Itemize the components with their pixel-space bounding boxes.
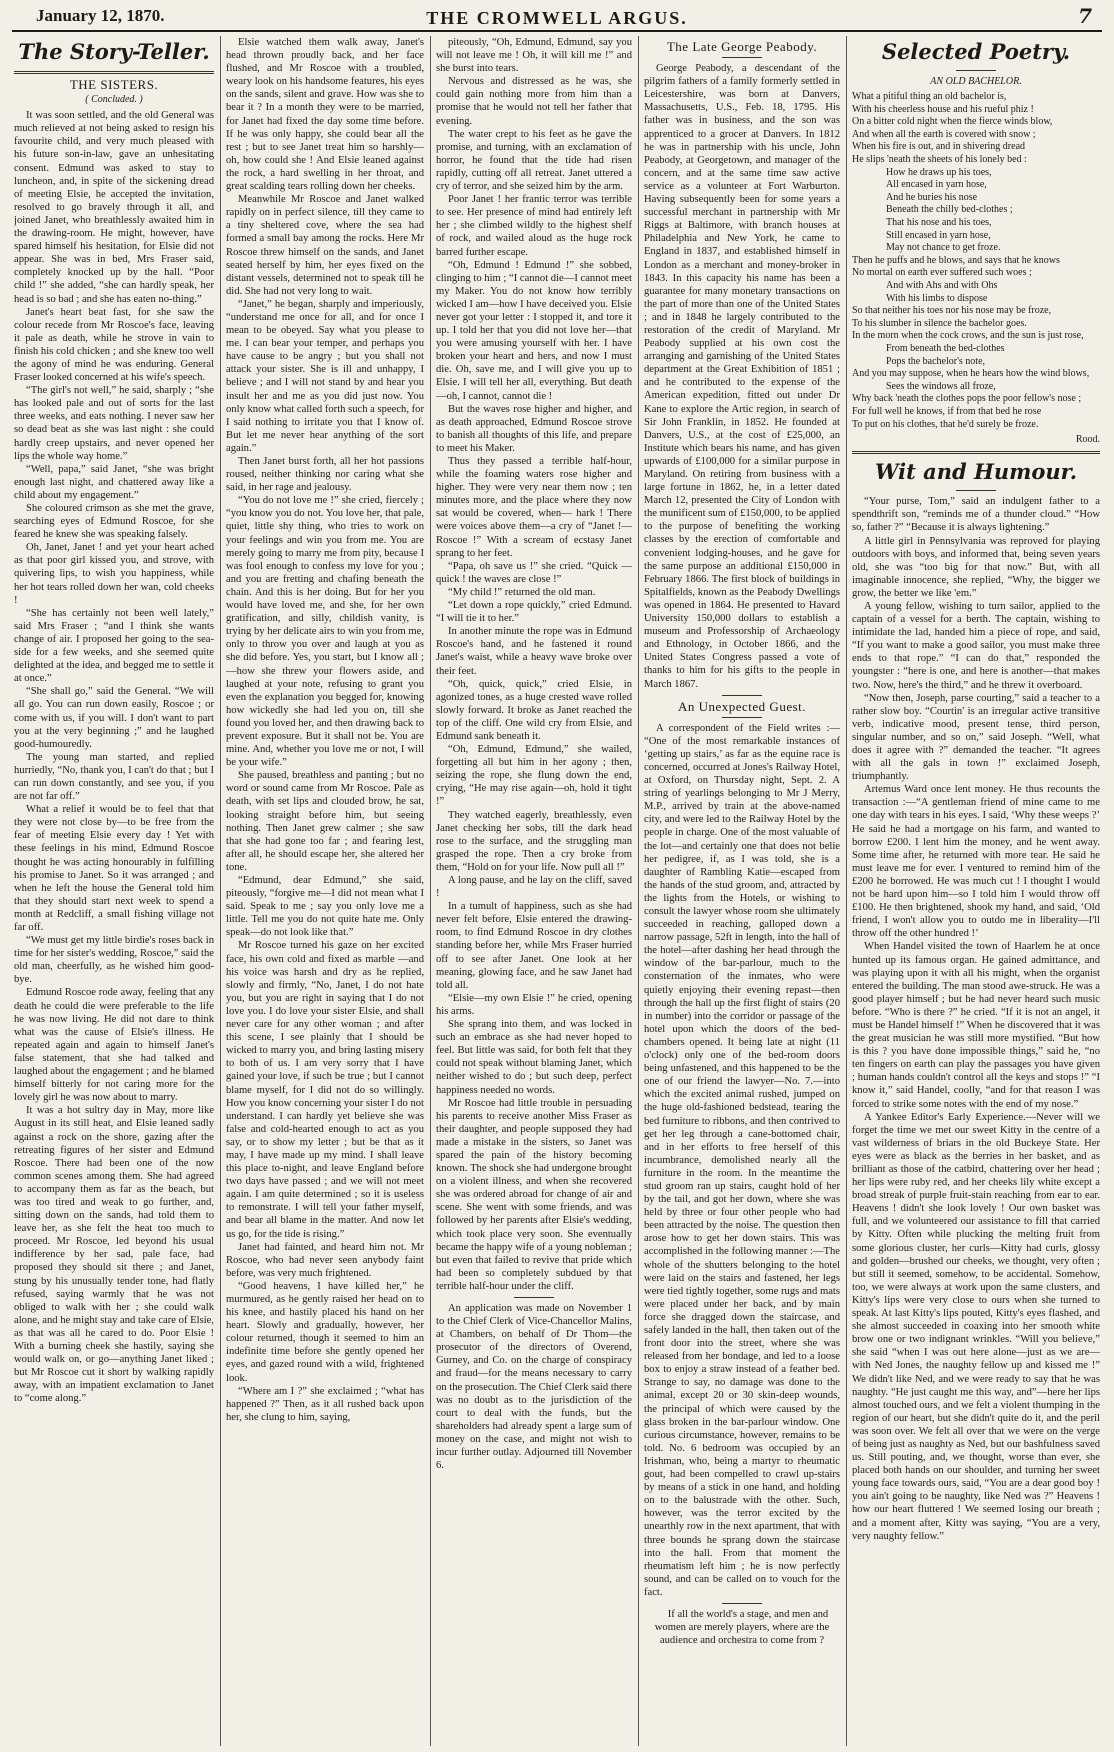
poem-line: May not chance to get froze. [886,242,1001,254]
paragraph: piteously, “Oh, Edmund, Edmund, say you will not leave me ! Oh, it will kill me !” and she burst into tears. [436,37,632,75]
poem-line: That his nose and his toes, [886,217,992,229]
paragraph: A long pause, and he lay on the cliff, saved ! [436,875,632,900]
poem-line: So that neither his toes nor his nose may be froze, [852,305,1052,317]
paragraph: “You do not love me !” she cried, fiercely ; “you know you do not. You love her, that pale, quiet, little shy thing, who tries to work on your feelings and win you from me. You are merely going to marry me from pity, because I was fool enough to confess my love for you ; and you are fretting and chafing beneath the chain. And this is her doing. But for her you would have loved me, and she, for her own gratification, and silly, childish vanity, is trying by her delicate airs to win you from me, only to throw you over and laugh at you as she did before. Yes, you start, but I know all ;—how she threw your flowers aside, and laughed at your note, refusing to grant you even the explanation you begged for, knowing how wickedly she had led you on, till she found you loved her, and then drawing back to prevent exposure. But it shall not be. You are mine. And, whether you love me or not, I will be your wife.” [226,495,424,769]
poem-line: And when all the earth is covered with snow ; [852,128,1036,140]
paragraph: “We must get my little birdie's roses back in time for her sister's wedding, Roscoe,” said the old man, cheerfully, as he wished him good-bye. [14,935,214,986]
poem-line: And with Ahs and with Ohs [886,280,998,291]
divider [722,1603,762,1604]
paragraph: George Peabody, a descendant of the pilgrim fathers of a family formerly settled in Leicestershire, was born at Danvers, Massachusetts, U.S., Feb. 18, 1795. His father was in business, and the son was apprenticed to a grocer at Danvers. In 1812 he was in partnership with his uncle, John Peabody, at Georgetown, and manager of the concern, and at the same time saw active service as a volunteer at Fort Warburton. Having subsequently been for some years a successful merchant in partnership with Mr Riggs at Baltimore, with branch houses at Philadelphia and New York, he came to England in 1837, and established himself in London as a merchant and money-broker in 1843. In this capacity his name has been a guarantee for many monetary transactions on the part of more than one of the United States ; and in 1848 he largely contributed to the restoration of the credit of Maryland. Mr Peabody supplied at his own cost the arranging and garnishing of the United States department at the Great Exhibition of 1851 ; and he contributed to the expense of the American expedition, fitted out under Dr Kane to explore the Artic region, in search of Sir John Franklin, in 1852. He founded at Danvers, U.S., at the cost of £25,000, an Institute which bears his name, and has given upwards of £100,000 for a similar purpose in Maryland. On retiring from business with a large fortune in 1862, he, in a letter dated March 12, presented the City of London with the munificent sum of £150,000, to be applied to the purpose of benefiting the working classes by the erection of comfortable and convenient lodging-houses, and he gave for the same purpose an additional £150,000 in February 1866. The first block of buildings in Spitalfields, known as the Peabody Dwellings was opened in 1864. He presented to Havard University 150,000 dollars to establish a museum and Professorship of Archaeology and Ethnology, in October 1866, and the United States Congress passed a vote of thanks to him for his gifts to the people in March 1867. [644,63,840,690]
paragraph: Artemus Ward once lent money. He thus recounts the transaction :—“A gentleman friend of mine came to me one day with tears in his eyes. I said, ‘Why these weeps ?’ He said he had a mortgage on his farm, and wanted to borrow £200. I lent him the money, and he went away. Some time after, he returned with more tear. He said he must leave me for ever. I ventured to remind him of the £200 he borrowed. He was much cut ! I thought I would not be hard upon him—so I told him I would throw off £100. He then brightened, shook my hand, and said, ‘Old friend, I won't allow you to outdo me in liberality—I'll throw off the other hundred !’ [852,784,1100,940]
poem-line: Still encased in yarn hose, [886,229,991,241]
section-title-wit-and-humour: Wit and Humour. [874,459,1078,485]
poem-line: No mortal on earth ever suffered such woes ; [852,267,1032,279]
poem-line: And he buries his nose [886,191,978,203]
paragraph: Thus they passed a terrible half-hour, while the foaming waters rose higher and higher. They were very near them now ; ten minutes more, and the place where they now sat would be covered, when— hark ! There were voices above them—a cry of “Janet !—Roscoe !” With a scream of ecstasy Janet sprang to her feet. [436,456,632,559]
poem-line: How he draws up his toes, [886,166,992,178]
paragraph: She coloured crimson as she met the grave, searching eyes of Edmund Roscoe, for she feared he knew she was speaking falsely. [14,503,214,541]
poem-line: To his slumber in silence the bachelor goes. [852,317,1027,329]
column-2 [226,36,424,1746]
divider [722,717,762,718]
closing-quip: If all the world's a stage, and men and women are merely players, where are the audience and orchestra to come from ? [654,1608,830,1647]
poem-line: In the morn when the cock crows, and the sun is just rose, [852,330,1084,342]
paragraph: Janet had fainted, and heard him not. Mr Roscoe, who had never seen anybody faint before, was very much frightened. [226,1241,424,1279]
column-rule [220,36,221,1746]
divider [14,71,214,74]
poem-line: Why back 'neath the clothes pops the poor fellow's nose ; [852,393,1082,405]
paragraph: The water crept to his feet as he gave the promise, and turning, with an exclamation of horror, he found that the tide had risen rapidly, cutting off all retreat. Janet uttered a cry of terror, and she seized him by the arm. [436,128,632,193]
poem-line: All encased in yarn hose, [886,179,987,191]
paragraph-court-news: An application was made on November 1 to the Chief Clerk of Vice-Chancellor Malins, at Chambers, on behalf of Dr Thom—the prosecutor of the directors of Overend, Gurney, and Co. on the charge of conspiracy and fraud—for the means necessary to carry on the prosecution. The Chief Clerk said there was no doubt as to the jurisdiction of the court to deal with the funds, but the shareholders had already spent a large sum of money on the case, and might not wish to incur further outlay. Adjourned till November 6. [436,1303,632,1472]
paragraph: “Now then, Joseph, parse courting,” said a teacher to a rather slow boy. “Courtin' is an irregular active transitive verb, indicative mood, present tense, third person, singular number, and so on,” said Joseph. “Well, what does it agree with ?” demanded the teacher. “It agrees with all the gals in town !” exclaimed Joseph, triumphantly. [852,692,1100,783]
page-number: 7 [1078,4,1092,28]
paragraph: It was soon settled, and the old General was much relieved at not being asked to resign his favourite child, and very much pleased with his future son-in-law, gave an unhesitating consent. Edmund was asked to stay to luncheon, and, in spite of the sickening dread of meeting Elsie, he accepted the invitation, resolved to go bravely through it all, and joined Janet, who breathlessly awaited him in the drawing-room. He might, however, have spared himself his hesitation, for Elsie did not appear. She was in bed, Mrs Fraser said, completely knocked up by the hall. “Poor child !” she added, “she can hardly speak, her head is so bad ; and she has eaten no-thing.” [14,110,214,305]
paragraph: She paused, breathless and panting ; but no word or sound came from Mr Roscoe. Pale as death, with set lips and clouded brow, he sat, looking straight before him, but seeing nothing. Then Janet grew calmer ; she saw that she had gone too far ; and fearing lest, after all, he should escape her, she altered her tone. [226,770,424,873]
paragraph: “The girl's not well,” he said, sharply ; “she has looked pale and out of sorts for the last three weeks, and eats nothing. I never saw her so dead beat as she was last night : she could hardly creep upstairs, and never opened her lips the whole way home.” [14,385,214,462]
column-5 [852,36,1100,1746]
paragraph: “My child !” returned the old man. [448,586,596,598]
paragraph: When Handel visited the town of Haarlem he at once hunted up its famous organ. He gained admittance, and was playing upon it with all his might, when the organist entered the building. The man stood awe-struck. He was a good player himself ; but he had never heard such music before. “Who is there ?” he cried. “If it is not an angel, it must be Handel himself !” When he discovered that it was the great musician he was still more mystified. “But how is this ? you have done impossible things,” said he, “no ten fingers on earth can play the passages you have given ; human hands couldn't control all the keys and stops !” “I know it,” said Handel, coolly, “and for that reason I was forced to strike some notes with the end of my nose.” [852,941,1100,1110]
paragraph: “Oh, quick, quick,” cried Elsie, in agonized tones, as a huge crested wave rolled slowly forward. It broke as Janet reached the top of the cliff. One wild cry from Elsie, and Edmund sank beneath it. [436,678,632,742]
poem-line: To put on his clothes, that he'd surely be froze. [852,418,1039,430]
paragraph: A correspondent of the Field writes :— “One of the most remarkable instances of ‘getting up stairs,’ as far as the equine race is concerned, occurred at Jones's Railway Hotel, at Oxford, on Thursday night, Sept. 2. A string of yearlings belonging to Mr J Merry, M.P., arrived by train at the above-named city, and were led to the Railway Hotel by the people in charge. One of the most valuable of the lot—and certainly one that does not belie her pedigree, if, as I was told, she is a daughter of Rambling Katie—escaped from the hands of the stud groom, and, attracted by the lights from the Hotels, or wishing to consult the lawyer whose room she ultimately succeeded in reaching, galloped down a narrow passage, 52ft in length, into the hall of the hotel—after dashing her head through the window of the bar-parlour, much to the consternation of the inmates, who were quietly enjoying their evening repast—then through the hall up the first flight of stairs (20 in number) into the corridor or passage of the hotel upon which the doors of the bed-chambers opened. It being late at night (11 o'clock) only one of the bed-room doors being unfastened, and this happened to be the one of our friend the lawyer—No. 7.—into which the excited animal rushed, jumped on the huge old-fashioned bedstead, tearing the bed furniture to ribbons, and then contrived to get her leg through a cane-bottomed chair, and in her efforts to free herself of this incumbrance, demolished nearly all the furniture in the room. In the meantime the stud groom ran up stairs, caught hold of her by the tail, and got her down, where she was held by three or four other people who had been attracted by the noise. The question then arose how to get her down stairs. This was accomplished in the following manner :—The whole of the shutters belonging to the hotel were laid on the stairs and fastened, her legs were tied tightly together, some rugs and mats were placed under her back, and by main force she dragged down the staircase, and safely landed in the hall, then taken out of the front door into the street, where she was released from her bondage, and led to a loose box to enjoy a straw instead of a feather bed. Strange to say, no damage was done to the animal, except 20 or 30 skin-deep wounds, the principal of which were caused by the glass broken in the bar-parlour window. One curious circumstance, however, remains to be told. No. 6 bedroom was occupied by an Irishman, who, being a martyr to rheumatic gout, had been compelled to crawl up-stairs by means of a stick in one hand, and holding on to the balustrade with the other. Such, however, was the terror excited by the unearthly row in the next apartment, that with three bounds he sprang down the staircase into the hall. From that moment the rheumatism left him ; he is now perfectly sound, and can be called on to vouch for the fact. [644,722,840,1598]
poem-line: Pops the bachelor's note, [886,355,986,367]
paragraph: “Oh, Edmund ! Edmund !” she sobbed, clinging to him ; “I cannot die—I cannot meet my Maker. You do not know how terribly wicked I am—how I have deceived you. Elsie never got your letter : I stopped it, and tore it up. I told her that you did not love her—that you were amusing yourself with her. I have broken your heart and hers, and now I must die. Oh, save me, and I will give you up to Elsie. I will tell her all, everything. But death —oh, I cannot, cannot die ! [436,259,632,402]
column-rule [846,36,847,1746]
divider [956,70,996,71]
paragraph: “Edmund, dear Edmund,” she said, piteously, “forgive me—I did not mean what I said. Speak to me ; say you only love me a little. Tell me you do not quite hate me. Only speak—do not look like that.” [226,875,424,939]
paragraph: Janet's heart beat fast, for she saw the colour recede from Mr Roscoe's face, leaving it pale as death, while he strove in vain to finish his cold chicken ; and she knew too well the agony of mind he was enduring. General Fraser looked concerned at his wife's speech. [14,306,214,384]
column-3 [436,36,632,1746]
divider [722,695,762,696]
poem-line: From beneath the bed-clothes [886,342,1005,354]
paragraph: “She shall go,” said the General. “We will all go. You can run down easily, Roscoe ; or come with us, if you will. I don't want to part you at the very beginning ;” and he laughed good-humouredly. [14,686,214,750]
poem-line: For full well he knows, if from that bed he rose [852,405,1042,417]
poem-line: With his cheerless house and his rueful phiz ! [852,103,1034,115]
divider [722,57,762,58]
paragraph: She sprang into them, and was locked in such an embrace as she had never hoped to feel. But little was said, for both felt that they could not speak without blaming Janet, which neither wished to do ; but such deep, perfect happiness needed no words. [436,1019,632,1096]
paragraph: “Let down a rope quickly,” cried Edmund. “I will tie it to her.” [436,600,632,625]
divider [514,1297,554,1298]
paragraph: “Elsie—my own Elsie !” he cried, opening his arms. [436,992,632,1017]
paragraph: In another minute the rope was in Edmund Roscoe's hand, and he fastened it round Janet's waist, while a heavy wave broke over their feet. [436,626,632,677]
poem-line: And you may suppose, when he hears how the wind blows, [852,368,1090,380]
paragraph: “Well, papa,” said Janet, “she was bright enough last night, and chattered away like a child about my engagement.” [14,463,214,501]
section-title-story-teller: The Story-Teller. [18,39,210,64]
issue-date: January 12, 1870. [36,6,165,25]
paragraph: A Yankee Editor's Early Experience.—Never will we forget the time we met our sweet Kitty in the centre of a vast wilderness of briars in the old Buckeye State. Her eyes were as black as the berries in her basket, and as brilliant as those of the catbird, chattering over her head ; her lips were ruby red, and her cheeks lily white except a broad streak of purple fruit-stain reaching from ear to ear. Heavens ! didn't she look lovely ! Our own basket was full, and we volunteered our assistance to fill that carried by Kitty. Often while plucking the melting fruit from some glorious cluster, her curls—Kitty had curls, glossy and golden—brushed our cheeks, we thought, very often ; but still it seemed, somehow, to be accidental. Somehow, too, we were always at work upon the same clusters, and Kitty's lips were very close to ours when she turned to speak. At last Kitty's lips pouted, Kitty's eyes flashed, and she almost succeeded in coaxing into her smooth white brow one or two indignant wrinkles. “Will you believe,” she said “when I was out here alone—just as we are—with Ned Jones, the naughty fellow up and kissed me !” We didn't like Ned, and we were ready to say that he was naughty. “He just caught me this way, and”—here her lips almost touched ours, and we felt a violent thumping in the region of our heart, but she didn't quite do it, and the peril was soon over. We felt all over that we were on the verge of being just as naughty as Ned, but our bashfulness saved us. Still pouting, and, we thought, worse than ever, she placed both hands on our shoulder, and turning her sweet young face towards ours, said, “You are a dear good boy ! you ain't going to be naughty, like Ned was ?” Heavens ! how our heart fluttered ! We seemed losing our breath ; and a moment after, Kitty was saying, “You are a very, very naughty fellow.” [852,1111,1100,1542]
paragraph: “Janet,” he began, sharply and imperiously, “understand me once for all, and for once I mean to be obeyed. Say what you please to me. I can bear your temper, and perhaps you have cause to be angry ; but you shall not attack your sister. She is ill and unhappy, I believe ; and I will not stand by and hear you insult her and me as you did just now. You only know what called forth such a speech, for I said nothing to irritate you that I know of. But let me never hear anything of the sort again.” [226,298,424,454]
divider [852,451,1100,454]
article-title-peabody: The Late George Peabody. [666,39,818,54]
article-title-unexpected-guest: An Unexpected Guest. [677,698,807,714]
column-rule [430,36,431,1746]
paragraph: Poor Janet ! her frantic terror was terrible to see. Her presence of mind had entirely left her ; she climbed wildly to the highest shelf of rock, and wailed aloud as the huge rock barred further escape. [436,194,632,258]
paragraph: Mr Roscoe turned his gaze on her excited face, his own cold and fixed as marble —and his voice was harsh and dry as he replied, slowly and firmly, “No, Janet, I do not hate you, but you are right in saying that I do not love you. I do love your sister Elsie, and shall never care for any other woman ; and after this scene, I see plainly that I should be wicked to marry you, and bring lasting misery to both of us. I am very sorry that I have gained your love, if such be true ; but I cannot blame myself, for I did not do so willingly. How you know concerning your sister I do not understand. I can hardly yet believe she was false and cold-hearted enough to act as you say, or to show my letter ; but be that as it may, I have made up my mind. I shall leave this place to-night, and leave England before two days have passed ; and we will not meet again. I am quite determined ; so it is useless to remonstrate. I will tell your father myself, and bear all blame in the matter. And now let us go, for the tide is rising.” [226,940,424,1240]
paragraph: A little girl in Pennsylvania was reproved for playing outdoors with boys, and informed that, being seven years old, she was “too big for that now.” But, with all imaginable innocence, she replied, “Why, the bigger we grow, the better we like 'em.” [852,535,1100,599]
paragraph: The young man started, and replied hurriedly, “No, thank you, I can't do that ; but I can run down constantly, and see you, if you are not far off.” [14,751,214,803]
paragraph: A young fellow, wishing to turn sailor, applied to the captain of a vessel for a berth. The captain, wishing to intimidate the lad, handed him a piece of rope, and said, “If you want to make a good sailor, you must make three ends to that rope.” “I can do that,” responded the youngster : “here is one, and here is another—that makes two. Now, here's the third,” and he threw it overboard. [852,600,1100,691]
poem-line: Beneath the chilly bed-clothes ; [886,204,1013,216]
paragraph: “Oh, Edmund, Edmund,” she wailed, forgetting all but him in her agony ; then, seizing the rope, she flung down the end, crying, “He may rise again—oh, hold it tight !” [436,744,632,808]
poem-title: AN OLD BACHELOR. [930,76,1022,87]
poem-line: What a pitiful thing an old bachelor is, [852,91,1007,103]
poem-line: On a bitter cold night when the fierce winds blow, [852,116,1053,128]
paragraph: Then Janet burst forth, all her hot passions roused, neither thinking nor caring what she said, in her rage and jealousy. [226,456,424,494]
paragraph: Mr Roscoe had little trouble in persuading his parents to receive another Miss Fraser as their daughter, and people supposed they had made a mistake in the sisters, so Janet was spared the pain of the history becoming known. The shock she had undergone brought on a violent illness, and when she recovered she was ordered abroad for change of air and scene. She went with some friends, and was followed by her parents after Elsie's wedding, which took place very soon. She eventually became the happy wife of a young nobleman ; but even that failed to revive that pride which had been so completely subdued by that terrible half-hour under the cliff. [436,1097,632,1292]
poem-body [852,91,1100,431]
paragraph: Oh, Janet, Janet ! and yet your heart ached as that poor girl kissed you, and strove, with quivering lips, to wish you happiness, while her hot tears rolled down her wan, cold cheeks ! [14,542,214,606]
paragraph: What a relief it would be to feel that that they were not close by—to be free from the fear of meeting Elsie every day ! Yet with these feelings in his mind, Edmund Roscoe thought he was acting honourably in fulfilling his promise to Janet. So it was arranged ; and when he left the house the General told him that they should start next week to spend a month at Redcliff, a small fishing village not far off. [14,804,214,933]
paragraph: “She has certainly not been well lately,” said Mrs Fraser ; “and I think she wants change of air. I proposed her going to the sea-side for a few weeks, and she seemed quite delighted at the idea, and begged me to settle it at once.” [14,607,214,685]
paragraph: “Good heavens, I have killed her,” he murmured, as he gently raised her head on to his knee, and hastily placed his hand on her heart. Slowly and gradually, however, her colour returned, though it seemed to him an indefinite time before she gently opened her eyes, and gazed round with a wild, frightened look. [226,1280,424,1384]
paragraph: Meanwhile Mr Roscoe and Janet walked rapidly on in perfect silence, till they came to a tiny sheltered cove, where the sea had formed a small bay among the rocks. Here Mr Roscoe threw himself on the sands, and Janet seated herself by him, her eyes fixed on the distant vessels, determined not to speak till he did. She had not very long to wait. [226,194,424,297]
column-1 [14,36,214,1746]
poem-line: With his limbs to dispose [886,292,988,304]
story-subtitle: ( Concluded. ) [85,94,143,106]
paragraph: It was a hot sultry day in May, more like August in its still heat, and Elsie leaned sadly against a rock on the shore, gazing after the retreating figures of her sister and Edmund Roscoe. There had been one of the now common scenes among them. She had agreed to accompany them as far as the beach, but was too tired and weak to go further, and, sitting down on the sands, had told them to leave her, as she felt the heat too much to proceed. Mr Roscoe, led beyond his usual indifference by her sad, pale face, had proposed they should sit there ; and Janet, stung by his unusually tender tone, had flatly refused, saying warmly that he was not obliged to walk with her ; she could walk alone, and he might stay and take care of Elsie, as that was all he cared to do. Poor Elsie ! With a burning cheek she hastily, saying she would walk on, or go—anything Janet liked ; but Mr Roscoe cut it short by walking rapidly away, with an impatient exclamation to Janet to “come along.” [14,1105,214,1405]
paragraph: They watched eagerly, breathlessly, even Janet checking her sobs, till the dark head rose to the surface, and the struggling man grasped the rope. Then a cry broke from them, “Hold on for your life. Now pull all !” [436,809,632,873]
paragraph: But the waves rose higher and higher, and as death approached, Edmund Roscoe strove to banish all thoughts of this life, and prepare to meet his Maker. [436,403,632,454]
column-4 [644,36,840,1746]
paragraph: Nervous and distressed as he was, she could gain nothing more from him than a promise that he would not tell her father that evening. [436,76,632,127]
paragraph: Elsie watched them walk away, Janet's head thrown proudly back, and her face flushed, and Mr Roscoe with a troubled, weary look on his handsome features, his eyes on the sands, silent and grave. How was she to bear it ? In a month they were to be married, for Janet had fixed the day some time before. If he was only happy, she could bear all the rest ; but to see Janet treat him so harshly—oh, how could she ! And Elsie leaned against the rock, a hard swelling in her throat, and great scalding tears rolling down her cheeks. [226,37,424,193]
poem-line: When his fire is out, and in shivering dread [852,141,1026,153]
paragraph: “Where am I ?” she exclaimed ; “what has happened ?” Then, as it all rushed back upon her, she clung to him, saying, [226,1385,424,1423]
paragraph: In a tumult of happiness, such as she had never felt before, Elsie entered the drawing-room, to find Edmund Roscoe in dry clothes standing before her, while Mrs Fraser hurried off to see after Janet. One look at her meaning, glowing face, and he saw Janet had told all. [436,901,632,991]
section-title-selected-poetry: Selected Poetry. [881,39,1071,64]
poem-line: He slips 'neath the sheets of his lonely bed : [852,154,1027,166]
paragraph: “Papa, oh save us !” she cried. “Quick —quick ! the waves are close !” [436,560,632,585]
paragraph: “Your purse, Tom,” said an indulgent father to a spendthrift son, “reminds me of a thunder cloud.” “How so, father ?” “Because it is always lightening.” [852,496,1100,534]
divider [956,490,996,491]
poem-line: Then he puffs and he blows, and says that he knows [852,254,1060,266]
poem-line: Sees the windows all froze, [886,380,996,392]
paragraph: Edmund Roscoe rode away, feeling that any death he could die were preferable to the life he was now living. He did not dare to think what was the cause of Elsie's illness. He repeated again and again to himself Janet's false statement, that she had talked and laughed about the engagement ; and he blamed himself bitterly for not caring more for the lovely girl he was now about to marry. [14,987,214,1104]
column-rule [638,36,639,1746]
newspaper-title: THE CROMWELL ARGUS. [426,8,688,28]
poem-signature: Rood. [1075,434,1100,446]
page-header [12,4,1102,32]
story-title: THE SISTERS. [69,77,159,92]
